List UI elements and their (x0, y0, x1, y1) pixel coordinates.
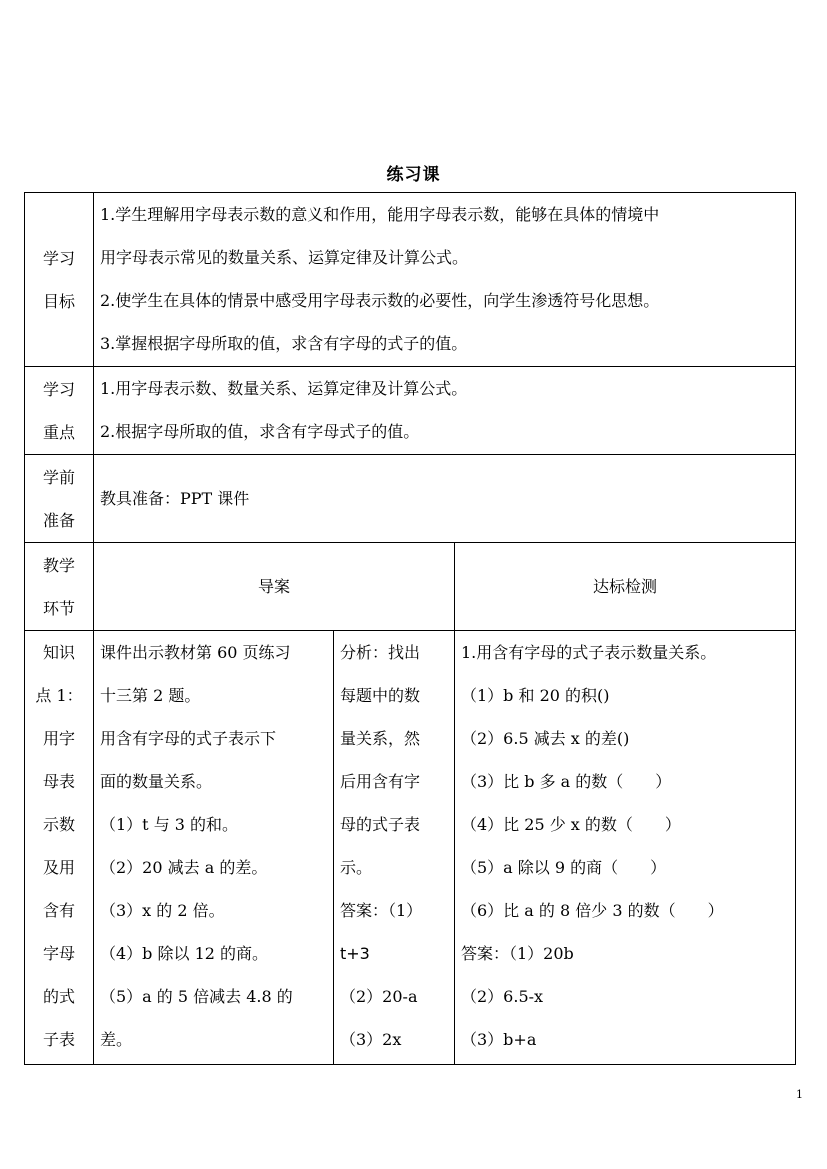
guide-line: （5）a 的 5 倍减去 4.8 的 (100, 987, 293, 1006)
check-line: （3）比 b 多 a 的数（ ） (461, 772, 672, 791)
keypoints-label (25, 367, 94, 455)
lesson-table (24, 192, 796, 1065)
section-label (25, 543, 94, 631)
keypoints-row (25, 367, 796, 455)
check-line: （4）比 25 少 x 的数（ ） (461, 815, 681, 834)
check-line: （5）a 除以 9 的商（ ） (461, 858, 667, 877)
goals-content (94, 193, 796, 367)
goals-line: 3.掌握根据字母所取的值，求含有字母的式子的值。 (100, 334, 468, 353)
check-line: （2）6.5 减去 x 的差() (461, 729, 630, 748)
analysis-line: t+3 (340, 944, 370, 963)
knowledge-label-line: 的式 (42, 987, 75, 1006)
guide-line: （2）20 减去 a 的差。 (100, 858, 268, 877)
knowledge-label-line: 及用 (42, 858, 75, 877)
analysis-line: 每题中的数 (340, 686, 421, 705)
analysis-line: 答案：（1） (340, 901, 423, 920)
prep-label (25, 455, 94, 543)
section-label-line-1: 教学 (42, 555, 75, 575)
knowledge-row (25, 631, 796, 1065)
section-label-line-2: 环节 (42, 598, 75, 618)
check-line: 答案：（1）20b (461, 944, 574, 963)
guide-content (94, 631, 334, 1065)
knowledge-label (25, 631, 94, 1065)
section-header-row (25, 543, 796, 631)
check-line: （2）6.5-x (461, 987, 544, 1006)
guide-line: 课件出示教材第 60 页练习 (100, 643, 291, 662)
guide-line: 十三第 2 题。 (100, 686, 201, 705)
check-line: （6）比 a 的 8 倍少 3 的数（ ） (461, 901, 724, 920)
knowledge-label-line: 含有 (42, 901, 75, 920)
analysis-line: 示。 (340, 858, 373, 877)
check-line: （3）b+a (461, 1030, 537, 1049)
keypoints-line: 2.根据字母所取的值，求含有字母式子的值。 (100, 422, 420, 441)
knowledge-label-line: 点 1： (35, 686, 83, 705)
check-content (455, 631, 796, 1065)
goals-line: 2.使学生在具体的情景中感受用字母表示数的必要性，向学生渗透符号化思想。 (100, 291, 660, 310)
guide-line: 差。 (100, 1030, 133, 1049)
check-line: （1）b 和 20 的积() (461, 686, 610, 705)
check-line: 1.用含有字母的式子表示数量关系。 (461, 643, 717, 662)
analysis-line: 后用含有字 (340, 772, 421, 791)
prep-row (25, 455, 796, 543)
analysis-line: 分析：找出 (340, 643, 421, 662)
keypoints-content (94, 367, 796, 455)
knowledge-label-line: 母表 (42, 772, 75, 791)
page-title: 练习课 (386, 165, 441, 185)
guide-line: （1）t 与 3 的和。 (100, 815, 239, 834)
page-number: 1 (796, 1088, 803, 1101)
goals-label (25, 193, 94, 367)
guide-line: 用含有字母的式子表示下 (100, 729, 277, 748)
knowledge-label-line: 示数 (42, 815, 75, 834)
prep-label-line-2: 准备 (42, 510, 75, 530)
analysis-line: 量关系，然 (340, 729, 421, 748)
guide-line: （4）b 除以 12 的商。 (100, 944, 269, 963)
knowledge-label-line: 知识 (42, 643, 75, 662)
prep-label-line-1: 学前 (42, 467, 75, 487)
guide-line: （3）x 的 2 倍。 (100, 901, 225, 920)
goals-line: 1.学生理解用字母表示数的意义和作用，能用字母表示数，能够在具体的情境中 (100, 205, 660, 224)
knowledge-label-line: 子表 (42, 1030, 75, 1049)
knowledge-label-line: 用字 (42, 729, 75, 748)
keypoints-label-line-2: 重点 (42, 422, 75, 442)
keypoints-label-line-1: 学习 (42, 379, 75, 399)
goals-row (25, 193, 796, 367)
guide-header: 导案 (94, 543, 455, 631)
prep-content (94, 455, 796, 543)
analysis-line: （2）20-a (340, 987, 418, 1006)
prep-text: 教具准备：PPT 课件 (100, 489, 250, 508)
goals-label-line-2: 目标 (42, 291, 75, 311)
keypoints-line: 1.用字母表示数、数量关系、运算定律及计算公式。 (100, 379, 468, 398)
goals-label-line-1: 学习 (42, 248, 75, 268)
analysis-line: 母的式子表 (340, 815, 421, 834)
goals-line: 用字母表示常见的数量关系、运算定律及计算公式。 (100, 248, 469, 267)
guide-line: 面的数量关系。 (100, 772, 213, 791)
check-header: 达标检测 (455, 543, 796, 631)
knowledge-label-line: 字母 (42, 944, 75, 963)
analysis-content (334, 631, 455, 1065)
analysis-line: （3）2x (340, 1030, 402, 1049)
